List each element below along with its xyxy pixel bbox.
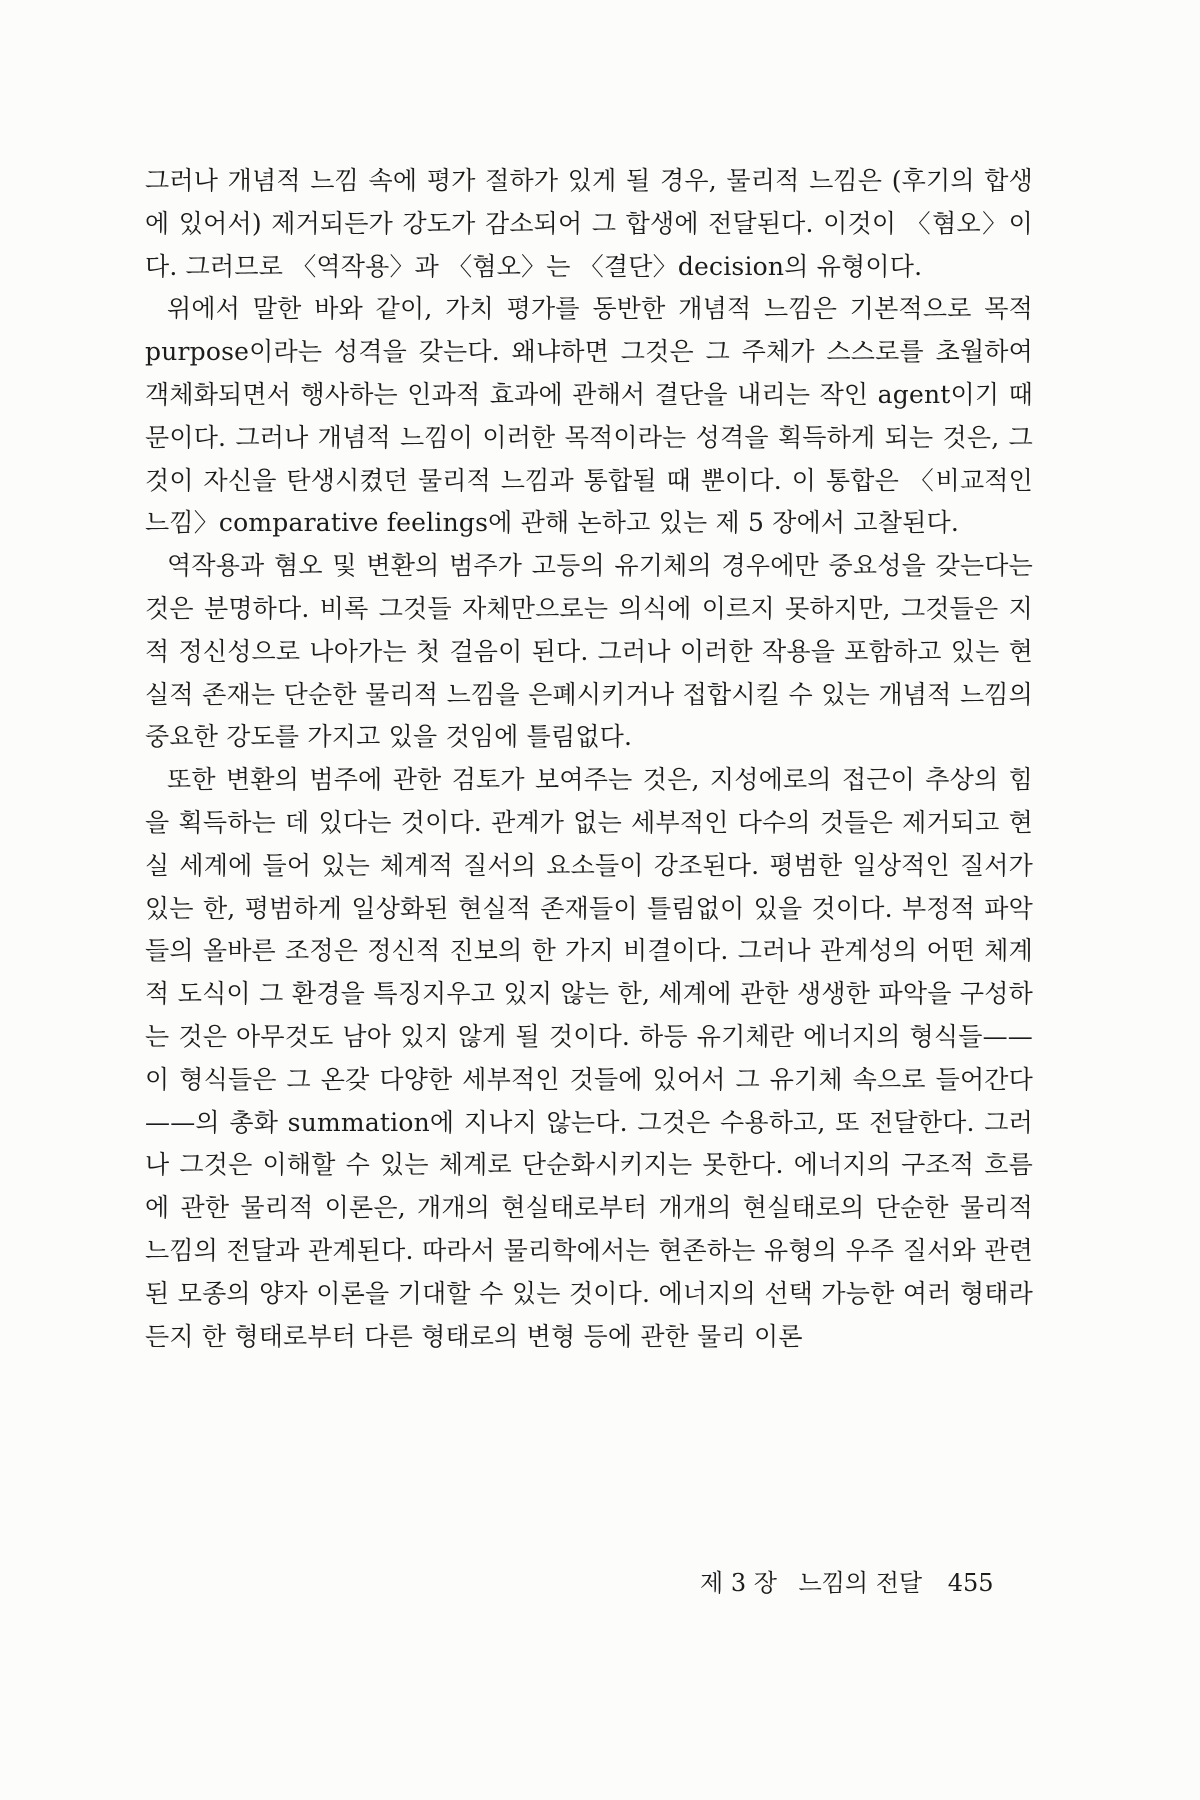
paragraph: 위에서 말한 바와 같이, 가치 평가를 동반한 개념적 느낌은 기본적으로 목적 purpose이라는 성격을 갖는다. 왜냐하면 그것은 그 주체가 스스로를 초월하여 객체화되면서 행사하는 인과적 효과에 관해서 결단을 내리는 작인 agent이기 때문이다. 그러나 개념적 느낌이 이러한 목적이라는 성격을 획득하게 되는 것은, 그것이 자신을 탄생시켰던 물리적 느낌과 통합될 때 뿐이다. 이 통합은 〈비교적인 느낌〉comparative feelings에 관해 논하고 있는 제 5 장에서 고찰된다. [145,294,1033,538]
running-footer [700,1568,1040,1598]
paragraph: 또한 변환의 범주에 관한 검토가 보여주는 것은, 지성에로의 접근이 추상의 힘을 획득하는 데 있다는 것이다. 관계가 없는 세부적인 다수의 것들은 제거되고 현실 세계에 들어 있는 체계적 질서의 요소들이 강조된다. 평범한 일상적인 질서가 있는 한, 평범하게 일상화된 현실적 존재들이 틀림없이 있을 것이다. 부정적 파악들의 올바른 조정은 정신적 진보의 한 가지 비결이다. 그러나 관계성의 어떤 체계적 도식이 그 환경을 특징지우고 있지 않는 한, 세계에 관한 생생한 파악을 구성하는 것은 아무것도 남아 있지 않게 될 것이다. 하등 유기체란 에너지의 형식들——이 형식들은 그 온갖 다양한 세부적인 것들에 있어서 그 유기체 속으로 들어간다——의 총화 summation에 지나지 않는다. 그것은 수용하고, 또 전달한다. 그러나 그것은 이해할 수 있는 체계로 단순화시키지는 못한다. 에너지의 구조적 흐름에 관한 물리적 이론은, 개개의 현실태로부터 개개의 현실태로의 단순한 물리적 느낌의 전달과 관계된다. 따라서 물리학에서는 현존하는 유형의 우주 질서와 관련된 모종의 양자 이론을 기대할 수 있는 것이다. 에너지의 선택 가능한 여러 형태라든지 한 형태로부터 다른 형태로의 변형 등에 관한 물리 이론 [145,765,1033,1351]
body-text [145,160,1033,1358]
paragraph: 그러나 개념적 느낌 속에 평가 절하가 있게 될 경우, 물리적 느낌은 (후기의 합생에 있어서) 제거되든가 강도가 감소되어 그 합생에 전달된다. 이것이 〈혐오〉이다. 그러므로 〈역작용〉과 〈혐오〉는 〈결단〉decision의 유형이다. [145,166,1033,281]
footer-chapter: 제 3 장 [700,1569,777,1597]
footer-section-title: 느낌의 전달 [798,1569,923,1597]
paragraph: 역작용과 혐오 및 변환의 범주가 고등의 유기체의 경우에만 중요성을 갖는다는 것은 분명하다. 비록 그것들 자체만으로는 의식에 이르지 못하지만, 그것들은 지적 정신성으로 나아가는 첫 걸음이 된다. 그러나 이러한 작용을 포함하고 있는 현실적 존재는 단순한 물리적 느낌을 은폐시키거나 접합시킬 수 있는 개념적 느낌의 중요한 강도를 가지고 있을 것임에 틀림없다. [145,551,1033,752]
page-number: 455 [947,1569,994,1597]
